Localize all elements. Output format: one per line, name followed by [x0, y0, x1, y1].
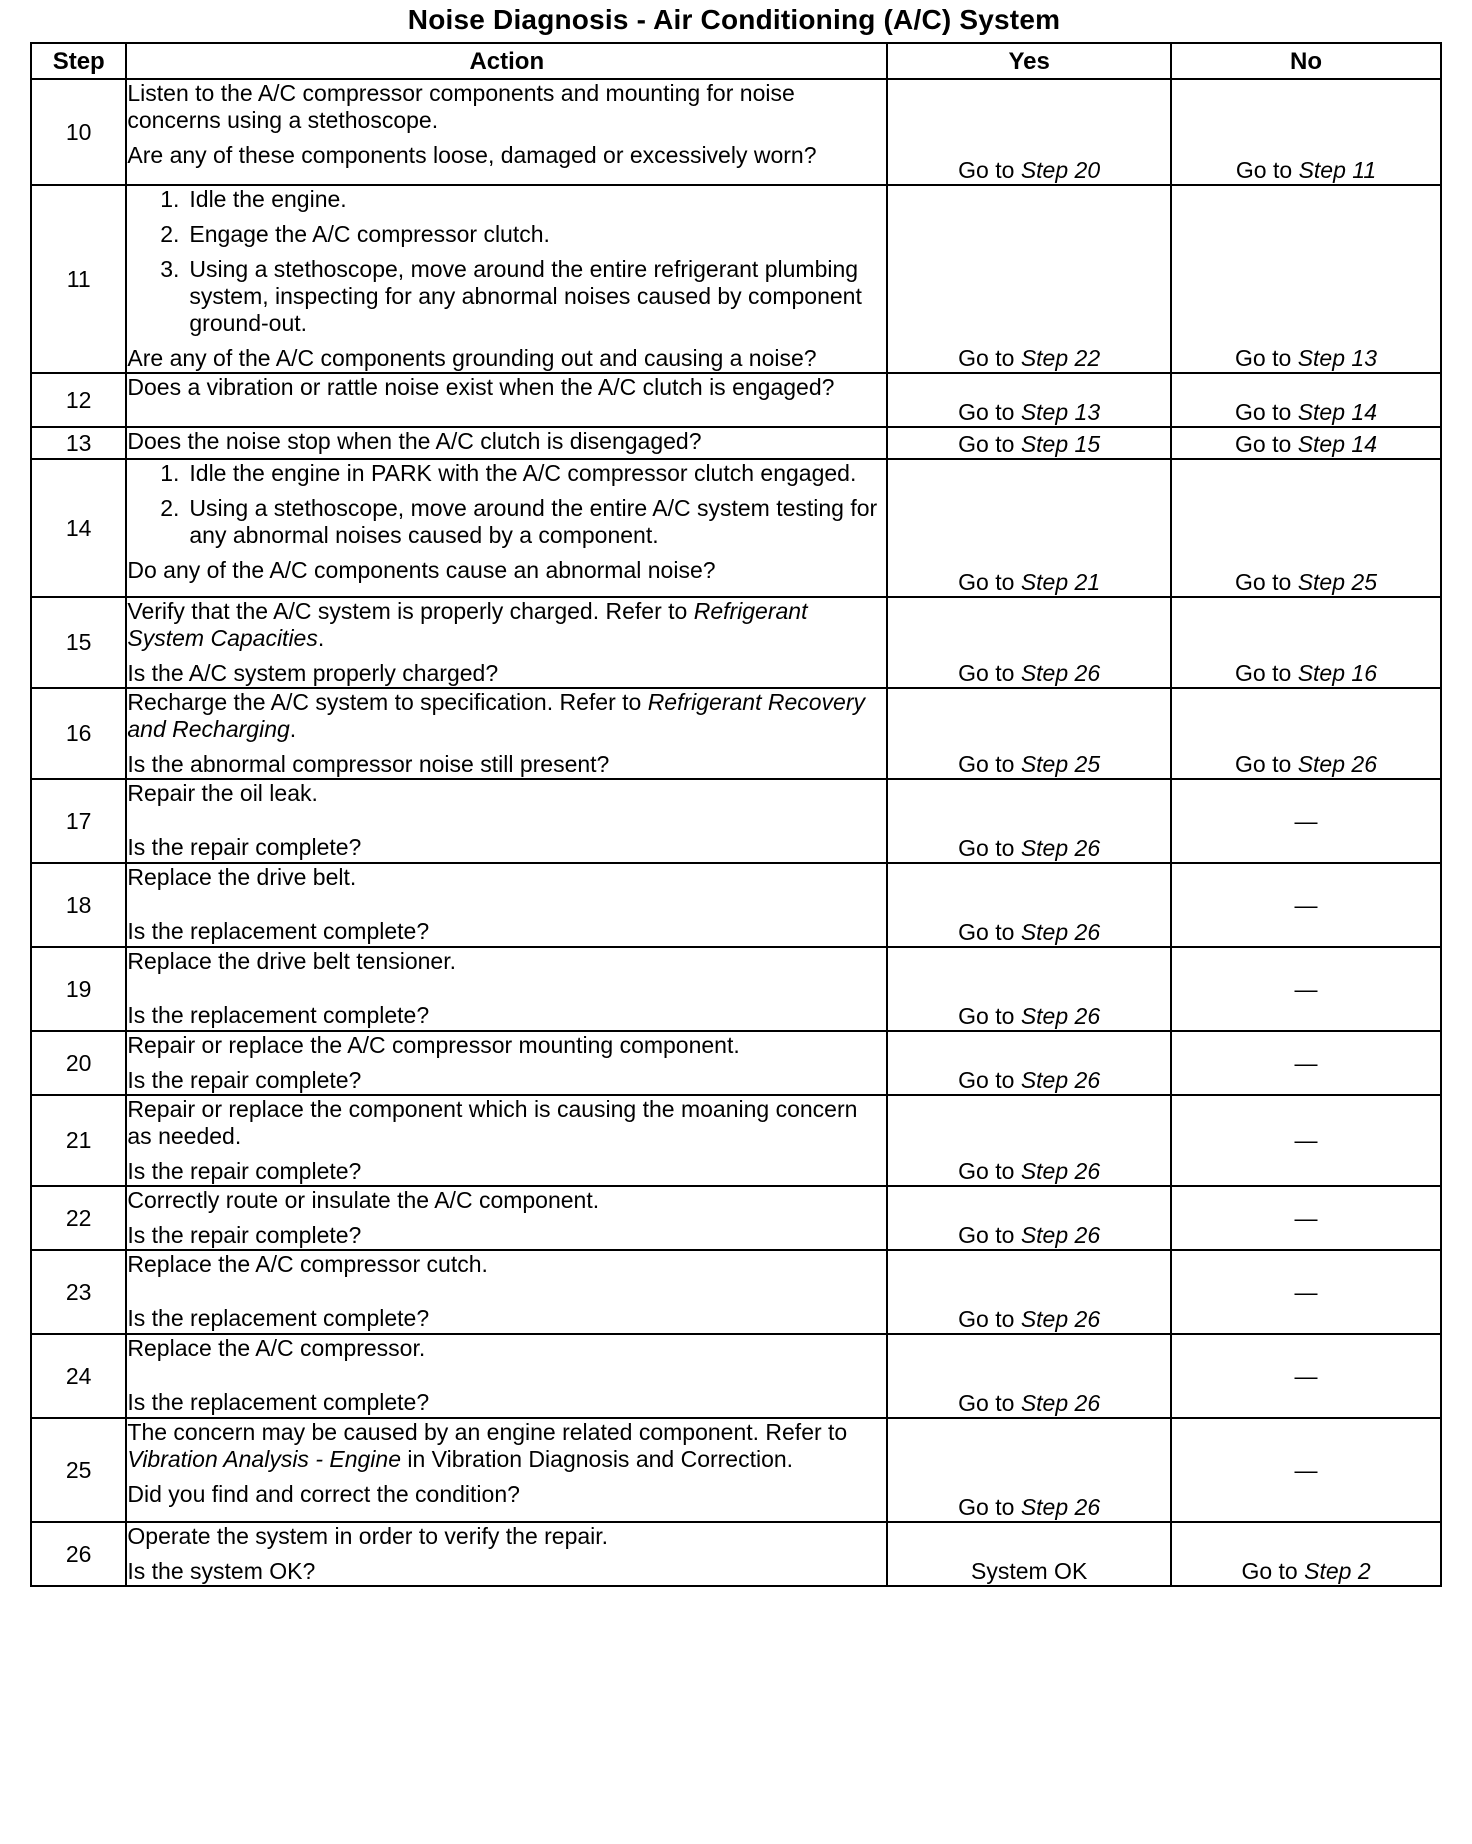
page-title: Noise Diagnosis - Air Conditioning (A/C) System	[407, 4, 1061, 35]
goto-step	[1021, 660, 1100, 686]
action-question: Did you find and correct the condition?	[127, 1481, 520, 1507]
step-number-cell: 21	[31, 1095, 126, 1186]
no-cell	[1171, 1334, 1441, 1418]
goto-label: Go to	[958, 1222, 1015, 1248]
step-number: 14	[1351, 431, 1378, 457]
yes-cell	[887, 1031, 1171, 1095]
yes-goto	[958, 660, 1100, 686]
goto-label: Go to	[1235, 399, 1292, 425]
action-question: Is the replacement complete?	[127, 918, 430, 944]
step-number: 26	[1074, 1067, 1101, 1093]
yes-result-text: System OK	[970, 1558, 1088, 1584]
step-number: 22	[1074, 345, 1101, 371]
step-word: Step	[1297, 569, 1346, 595]
step-number-cell: 19	[31, 947, 126, 1031]
yes-cell	[887, 427, 1171, 459]
yes-goto	[958, 1494, 1100, 1520]
step-word: Step	[1304, 1558, 1352, 1584]
action-question: Is the A/C system properly charged?	[127, 660, 499, 686]
goto-step	[1021, 1222, 1100, 1248]
action-steps-list	[127, 186, 886, 337]
goto-step	[1021, 1494, 1100, 1520]
action-question: Is the replacement complete?	[127, 1305, 430, 1331]
no-goto	[1235, 751, 1377, 777]
no-goto	[1241, 1558, 1370, 1584]
step-word: Step	[1020, 835, 1069, 861]
action-cell	[126, 597, 887, 688]
goto-label: Go to	[958, 1390, 1015, 1416]
step-word: Step	[1020, 157, 1069, 183]
goto-step	[1021, 1306, 1100, 1332]
yes-goto	[958, 1306, 1100, 1332]
goto-label: Go to	[1235, 157, 1293, 183]
step-number-cell: 24	[31, 1334, 126, 1418]
no-cell	[1171, 863, 1441, 947]
goto-label: Go to	[958, 1158, 1015, 1184]
no-cell	[1171, 1031, 1441, 1095]
no-cell	[1171, 1186, 1441, 1250]
yes-goto	[958, 835, 1100, 861]
goto-step	[1021, 345, 1100, 371]
action-cell	[126, 373, 887, 427]
dash-mark: —	[1294, 1127, 1318, 1153]
action-cell	[126, 459, 887, 597]
step-number: 25	[1074, 751, 1101, 777]
table-row	[31, 1522, 1441, 1586]
item-number: 2.	[160, 495, 180, 521]
step-number: 16	[1351, 660, 1378, 686]
no-goto	[1235, 660, 1377, 686]
no-goto	[1236, 157, 1376, 183]
step-word: Step	[1297, 751, 1346, 777]
table-row	[31, 1418, 1441, 1522]
step-number: 2	[1357, 1558, 1371, 1584]
yes-goto	[958, 1390, 1100, 1416]
goto-step	[1021, 157, 1100, 183]
action-step-item	[127, 186, 886, 213]
step-word: Step	[1020, 660, 1069, 686]
no-goto	[1235, 399, 1377, 425]
goto-step	[1021, 399, 1100, 425]
action-text-pre: Verify that the A/C system is properly charged. Refer to	[127, 598, 694, 624]
table-row	[31, 863, 1441, 947]
goto-step	[1298, 399, 1377, 425]
step-number-cell: 10	[31, 79, 126, 185]
action-cell	[126, 688, 887, 779]
yes-goto	[958, 1003, 1100, 1029]
yes-header: Yes	[887, 43, 1171, 79]
goto-label: Go to	[958, 1494, 1015, 1520]
action-question: Is the repair complete?	[127, 1222, 362, 1248]
action-cell	[126, 1418, 887, 1522]
item-number: 3.	[160, 256, 180, 282]
item-text: Idle the engine in PARK with the A/C compressor clutch engaged.	[189, 460, 857, 486]
action-question: Do any of the A/C components cause an abnormal noise?	[127, 557, 716, 583]
step-word: Step	[1020, 1390, 1069, 1416]
goto-label: Go to	[958, 569, 1015, 595]
goto-label: Go to	[958, 345, 1015, 371]
dash-mark: —	[1294, 1049, 1318, 1076]
goto-label: Go to	[958, 1003, 1015, 1029]
yes-goto	[958, 751, 1100, 777]
step-number-cell: 11	[31, 185, 126, 373]
goto-step	[1021, 569, 1100, 595]
step-number-cell: 13	[31, 427, 126, 459]
yes-goto	[958, 1222, 1100, 1248]
step-number: 26	[1074, 919, 1101, 945]
action-cell	[126, 427, 887, 459]
action-question: Does a vibration or rattle noise exist when the A/C clutch is engaged?	[127, 374, 835, 400]
goto-label: Go to	[1235, 345, 1292, 371]
step-number: 13	[1351, 345, 1378, 371]
step-number: 11	[1352, 157, 1377, 183]
step-number-cell: 16	[31, 688, 126, 779]
goto-label: Go to	[1235, 431, 1292, 457]
goto-step	[1021, 1067, 1100, 1093]
action-text: Repair or replace the component which is causing the moaning concern as needed.	[127, 1096, 858, 1149]
action-question: Is the abnormal compressor noise still present?	[127, 751, 610, 777]
goto-step	[1298, 751, 1377, 777]
step-number-cell: 17	[31, 779, 126, 863]
dash-mark: —	[1294, 1362, 1318, 1389]
action-question: Are any of the A/C components grounding out and causing a noise?	[127, 345, 817, 371]
yes-cell	[887, 1095, 1171, 1186]
yes-goto	[958, 569, 1100, 595]
action-cell	[126, 1334, 887, 1418]
action-step-item	[127, 256, 886, 337]
dash-mark: —	[1294, 807, 1318, 834]
step-number: 20	[1074, 157, 1101, 183]
table-row	[31, 779, 1441, 863]
action-text-post: in Vibration Diagnosis and Correction.	[401, 1446, 794, 1472]
action-text-post: .	[317, 625, 325, 651]
table-row	[31, 597, 1441, 688]
action-text: Correctly route or insulate the A/C component.	[127, 1187, 600, 1213]
table-row	[31, 688, 1441, 779]
action-text: Replace the drive belt.	[127, 864, 357, 890]
action-question: Is the replacement complete?	[127, 1002, 430, 1028]
step-number: 25	[1351, 569, 1378, 595]
yes-cell	[887, 185, 1171, 373]
step-number: 26	[1074, 1494, 1101, 1520]
goto-label: Go to	[958, 157, 1015, 183]
step-number-cell: 15	[31, 597, 126, 688]
action-cell	[126, 1095, 887, 1186]
step-word: Step	[1020, 1067, 1069, 1093]
table-row	[31, 1095, 1441, 1186]
action-cell	[126, 1186, 887, 1250]
item-text: Using a stethoscope, move around the entire A/C system testing for any abnormal noises caused by a component.	[189, 495, 878, 548]
step-number: 26	[1074, 835, 1101, 861]
goto-step	[1021, 1003, 1100, 1029]
action-question: Does the noise stop when the A/C clutch is disengaged?	[127, 428, 702, 454]
no-cell	[1171, 947, 1441, 1031]
step-word: Step	[1020, 919, 1069, 945]
yes-cell	[887, 1418, 1171, 1522]
no-cell	[1171, 373, 1441, 427]
step-number-cell: 20	[31, 1031, 126, 1095]
goto-step	[1298, 569, 1377, 595]
goto-label: Go to	[1235, 751, 1292, 777]
yes-cell	[887, 459, 1171, 597]
goto-label: Go to	[1235, 660, 1292, 686]
step-number: 13	[1074, 399, 1101, 425]
action-text: Repair the oil leak.	[127, 780, 318, 806]
dash-mark: —	[1294, 1278, 1318, 1305]
action-step-item	[127, 495, 886, 549]
step-number-cell: 14	[31, 459, 126, 597]
action-steps-list	[127, 460, 886, 549]
yes-goto	[958, 919, 1100, 945]
action-question: Is the repair complete?	[127, 1158, 362, 1184]
yes-cell	[887, 373, 1171, 427]
table-row	[31, 1334, 1441, 1418]
goto-label: Go to	[958, 835, 1015, 861]
goto-step	[1021, 919, 1100, 945]
no-header: No	[1171, 43, 1441, 79]
action-question: Is the repair complete?	[127, 834, 362, 860]
goto-step	[1021, 751, 1100, 777]
yes-cell	[887, 1522, 1171, 1586]
goto-label: Go to	[958, 919, 1015, 945]
step-word: Step	[1020, 431, 1069, 457]
step-number-cell: 25	[31, 1418, 126, 1522]
action-text	[127, 598, 886, 652]
table-row	[31, 1031, 1441, 1095]
yes-cell	[887, 947, 1171, 1031]
step-word: Step	[1020, 1003, 1069, 1029]
table-row	[31, 459, 1441, 597]
no-cell	[1171, 688, 1441, 779]
goto-label: Go to	[958, 399, 1015, 425]
action-cell	[126, 779, 887, 863]
goto-step	[1304, 1558, 1371, 1584]
action-text: Listen to the A/C compressor components and mounting for noise concerns using a stethoscope.	[127, 80, 795, 133]
action-question: Are any of these components loose, damaged or excessively worn?	[127, 142, 817, 168]
goto-label: Go to	[1241, 1558, 1298, 1584]
action-question: Is the system OK?	[127, 1558, 316, 1584]
step-word: Step	[1020, 751, 1069, 777]
step-number: 14	[1351, 399, 1378, 425]
item-text: Engage the A/C compressor clutch.	[189, 221, 550, 247]
goto-label: Go to	[1235, 569, 1292, 595]
table-row	[31, 947, 1441, 1031]
step-word: Step	[1298, 157, 1346, 183]
goto-step	[1021, 835, 1100, 861]
reference-link-text: Refrigerant System Capacities	[127, 598, 808, 651]
dash-mark: —	[1294, 1456, 1318, 1483]
yes-cell	[887, 1334, 1171, 1418]
step-word: Step	[1297, 660, 1346, 686]
yes-goto	[958, 345, 1100, 371]
no-cell	[1171, 185, 1441, 373]
goto-label: Go to	[958, 431, 1015, 457]
item-text: Idle the engine.	[189, 186, 347, 212]
step-word: Step	[1020, 1306, 1069, 1332]
step-number: 26	[1074, 660, 1101, 686]
action-cell	[126, 185, 887, 373]
item-text: Using a stethoscope, move around the entire refrigerant plumbing system, inspecting for any abnormal noises caused by component ground-out.	[189, 256, 862, 336]
step-number: 26	[1074, 1390, 1101, 1416]
table-row	[31, 373, 1441, 427]
goto-step	[1299, 157, 1377, 183]
step-number: 15	[1074, 431, 1101, 457]
no-cell	[1171, 1250, 1441, 1334]
goto-step	[1298, 345, 1377, 371]
yes-cell	[887, 597, 1171, 688]
step-word: Step	[1020, 345, 1069, 371]
no-cell	[1171, 779, 1441, 863]
no-goto	[1235, 431, 1377, 457]
action-cell	[126, 1522, 887, 1586]
table-row	[31, 185, 1441, 373]
table-row	[31, 1250, 1441, 1334]
goto-step	[1298, 431, 1377, 457]
action-text	[127, 1419, 886, 1473]
goto-label: Go to	[958, 751, 1015, 777]
action-cell	[126, 947, 887, 1031]
reference-link-text: Vibration Analysis - Engine	[127, 1446, 401, 1472]
dash-mark: —	[1294, 891, 1318, 918]
reference-link-text: Refrigerant Recovery and Recharging	[127, 689, 865, 742]
action-step-item	[127, 460, 886, 487]
action-text	[127, 689, 886, 743]
yes-cell	[887, 688, 1171, 779]
step-number: 21	[1074, 569, 1101, 595]
yes-cell	[887, 863, 1171, 947]
yes-goto	[958, 431, 1100, 457]
action-text: Repair or replace the A/C compressor mounting component.	[127, 1032, 740, 1058]
no-cell	[1171, 1095, 1441, 1186]
goto-label: Go to	[958, 1306, 1015, 1332]
step-word: Step	[1020, 399, 1069, 425]
step-header: Step	[31, 43, 126, 79]
step-number-cell: 12	[31, 373, 126, 427]
action-text-pre: Recharge the A/C system to specification. Refer to	[127, 689, 648, 715]
step-number: 26	[1074, 1306, 1101, 1332]
header-row	[31, 43, 1441, 79]
step-number-cell: 22	[31, 1186, 126, 1250]
dash-mark: —	[1294, 1204, 1318, 1231]
step-number-cell: 18	[31, 863, 126, 947]
diagnosis-table	[30, 42, 1442, 1587]
step-word: Step	[1297, 431, 1346, 457]
action-text-post: .	[289, 716, 297, 742]
action-header: Action	[126, 43, 887, 79]
no-cell	[1171, 79, 1441, 185]
table-row	[31, 1186, 1441, 1250]
action-text: Replace the drive belt tensioner.	[127, 948, 456, 974]
yes-cell	[887, 1186, 1171, 1250]
yes-goto	[958, 157, 1100, 183]
yes-cell	[887, 779, 1171, 863]
goto-step	[1021, 1390, 1100, 1416]
yes-goto	[958, 1158, 1100, 1184]
step-number: 26	[1074, 1158, 1101, 1184]
step-number: 26	[1351, 751, 1378, 777]
action-question: Is the repair complete?	[127, 1067, 362, 1093]
step-word: Step	[1020, 569, 1069, 595]
item-number: 2.	[160, 221, 180, 247]
step-word: Step	[1020, 1158, 1069, 1184]
step-word: Step	[1020, 1494, 1069, 1520]
action-cell	[126, 1031, 887, 1095]
goto-label: Go to	[958, 660, 1015, 686]
step-word: Step	[1297, 399, 1346, 425]
no-goto	[1235, 345, 1377, 371]
action-cell	[126, 79, 887, 185]
no-cell	[1171, 459, 1441, 597]
no-cell	[1171, 597, 1441, 688]
yes-cell	[887, 79, 1171, 185]
step-number: 26	[1074, 1003, 1101, 1029]
action-cell	[126, 863, 887, 947]
action-question: Is the replacement complete?	[127, 1389, 430, 1415]
action-text: Replace the A/C compressor cutch.	[127, 1251, 488, 1277]
item-number: 1.	[160, 186, 180, 212]
yes-goto	[958, 399, 1100, 425]
step-word: Step	[1297, 345, 1346, 371]
goto-label: Go to	[958, 1067, 1015, 1093]
step-number: 26	[1074, 1222, 1101, 1248]
step-number-cell: 26	[31, 1522, 126, 1586]
no-cell	[1171, 1418, 1441, 1522]
yes-goto	[958, 1067, 1100, 1093]
table-row	[31, 79, 1441, 185]
no-cell	[1171, 427, 1441, 459]
action-text: Operate the system in order to verify the repair.	[127, 1523, 609, 1549]
yes-cell	[887, 1250, 1171, 1334]
action-cell	[126, 1250, 887, 1334]
step-number-cell: 23	[31, 1250, 126, 1334]
goto-step	[1298, 660, 1377, 686]
no-goto	[1235, 569, 1377, 595]
table-row	[31, 427, 1441, 459]
step-word: Step	[1020, 1222, 1069, 1248]
action-text: Replace the A/C compressor.	[127, 1335, 426, 1361]
goto-step	[1021, 1158, 1100, 1184]
item-number: 1.	[160, 460, 180, 486]
dash-mark: —	[1294, 975, 1318, 1002]
action-text-pre: The concern may be caused by an engine related component. Refer to	[127, 1419, 848, 1445]
action-step-item	[127, 221, 886, 248]
goto-step	[1021, 431, 1100, 457]
no-cell	[1171, 1522, 1441, 1586]
